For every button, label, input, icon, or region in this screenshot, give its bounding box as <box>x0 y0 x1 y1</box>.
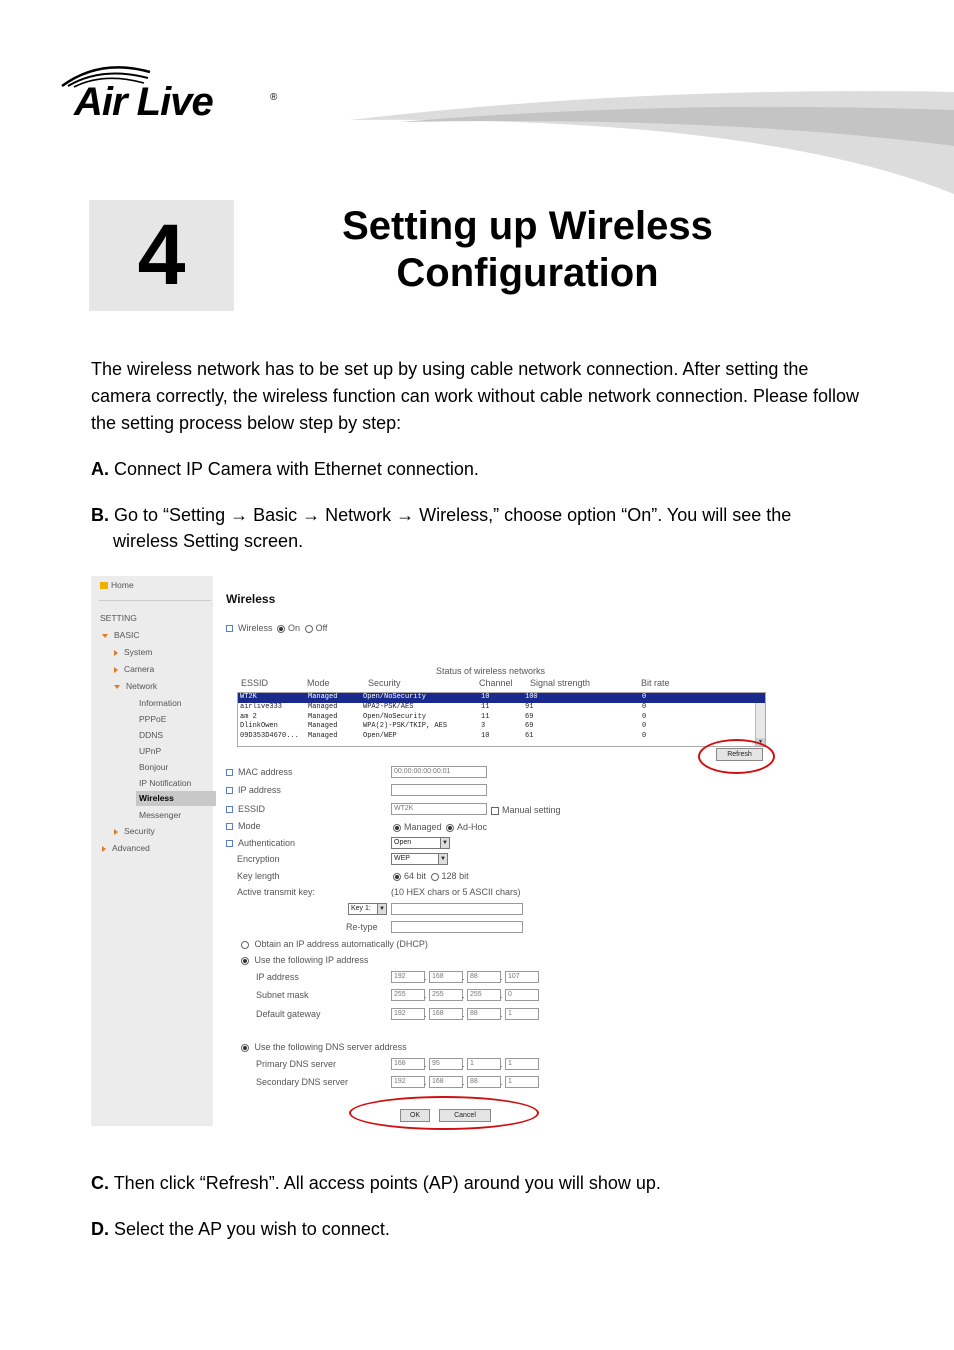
bullet-icon <box>226 823 233 830</box>
chapter-title <box>300 203 755 297</box>
octet-separator: . <box>424 1009 427 1019</box>
network-signal-cell: 100 <box>525 693 538 701</box>
col-signal: Signal strength <box>530 678 591 688</box>
dns1-octet-field[interactable]: 95 <box>429 1058 463 1070</box>
bullet-icon <box>226 806 233 813</box>
bit64-radio[interactable] <box>393 873 401 881</box>
intro-paragraph: The wireless network has to be set up by using cable network connection. After setting the camera correctly, the wireless function can work without cable network connection. Please follow the setting process below step by step: <box>91 359 860 433</box>
bullet-icon <box>226 769 233 776</box>
network-bitrate-cell: 0 <box>642 712 647 721</box>
sidebar-home[interactable]: Home <box>100 580 134 590</box>
network-signal-cell: 69 <box>525 712 534 721</box>
sidebar-ip-notification[interactable]: IP Notification <box>139 778 192 788</box>
step-c <box>91 1170 871 1196</box>
mac-label: MAC address <box>226 767 293 777</box>
gateway-label: Default gateway <box>256 1009 321 1019</box>
status-title: Status of wireless networks <box>436 666 546 676</box>
network-channel-cell: 10 <box>481 732 490 741</box>
ipaddr-octet-field[interactable]: 107 <box>505 971 539 983</box>
network-channel-cell: 10 <box>481 693 490 701</box>
mode-label: Mode <box>226 821 261 831</box>
dhcp-option: Obtain an IP address automatically (DHCP) <box>239 939 428 949</box>
sidebar-network[interactable]: Network <box>114 681 157 691</box>
mode-options: Managed Ad-Hoc <box>391 822 487 832</box>
adhoc-radio[interactable] <box>446 824 454 832</box>
dns1-octet-field[interactable]: 1 <box>505 1058 539 1070</box>
active-key-label: Active transmit key: <box>237 887 316 897</box>
scroll-down-icon[interactable]: ▼ <box>756 738 765 746</box>
chevron-down-icon: ▼ <box>438 854 447 864</box>
network-list[interactable] <box>237 692 766 747</box>
chevron-down-icon <box>114 685 120 689</box>
wireless-off-radio[interactable] <box>305 625 313 633</box>
chevron-right-icon <box>114 667 118 673</box>
step-d-text: Select the AP you wish to connect. <box>114 1219 390 1239</box>
auth-label: Authentication <box>226 838 295 848</box>
network-security-cell: WPA2-PSK/AES <box>363 702 414 711</box>
step-a-letter: A. <box>91 459 109 479</box>
bullet-icon <box>226 625 233 632</box>
col-security: Security <box>368 678 401 688</box>
octet-separator: . <box>424 1059 427 1069</box>
ipaddr-octet-field[interactable]: 192 <box>391 971 425 983</box>
dns1-label: Primary DNS server <box>256 1059 337 1069</box>
header-swoosh-decoration <box>340 86 954 196</box>
octet-separator: . <box>500 1009 503 1019</box>
sidebar-bonjour[interactable]: Bonjour <box>139 762 169 772</box>
network-row[interactable] <box>238 732 765 742</box>
sidebar-security[interactable]: Security <box>114 826 155 836</box>
ipaddr-octet-field[interactable]: 168 <box>429 971 463 983</box>
octet-separator: . <box>500 990 503 1000</box>
network-security-cell: Open/NoSecurity <box>363 693 427 701</box>
home-icon <box>100 582 108 589</box>
sidebar-messenger[interactable]: Messenger <box>139 810 182 820</box>
step-d-letter: D. <box>91 1219 109 1239</box>
hex-hint: (10 HEX chars or 5 ASCII chars) <box>391 887 521 897</box>
panel-title: Wireless <box>226 592 276 606</box>
network-essid-cell: am 2 <box>240 712 257 721</box>
network-signal-cell: 61 <box>525 732 534 741</box>
dns-option: Use the following DNS server address <box>239 1042 407 1052</box>
network-row[interactable] <box>238 722 765 732</box>
logo-registered-mark: ® <box>270 92 278 103</box>
ok-button[interactable]: OK <box>400 1109 430 1122</box>
subnet-octet-field[interactable]: 255 <box>391 989 425 1001</box>
network-essid-cell: WT2K <box>240 693 257 701</box>
network-security-cell: WPA(2)-PSK/TKIP, AES <box>363 722 448 731</box>
sidebar-information[interactable]: Information <box>139 698 182 708</box>
sidebar-basic[interactable]: BASIC <box>102 630 140 640</box>
network-mode-cell: Managed <box>308 722 338 731</box>
network-mode-cell: Managed <box>308 693 338 701</box>
static-ip-radio[interactable] <box>241 957 249 965</box>
network-row[interactable] <box>238 693 765 703</box>
ipaddr-octet-field[interactable]: 88 <box>467 971 501 983</box>
sidebar-pppoe[interactable]: PPPoE <box>139 714 167 724</box>
octet-separator: . <box>424 972 427 982</box>
managed-radio[interactable] <box>393 824 401 832</box>
subnet-octet-field[interactable]: 255 <box>467 989 501 1001</box>
dns2-octet-field[interactable]: 168 <box>429 1076 463 1088</box>
chevron-right-icon <box>114 650 118 656</box>
bit128-radio[interactable] <box>431 873 439 881</box>
network-channel-cell: 11 <box>481 702 490 711</box>
col-bitrate: Bit rate <box>641 678 670 688</box>
dns-radio[interactable] <box>241 1044 249 1052</box>
octet-separator: . <box>424 1077 427 1087</box>
network-essid-cell: airlive333 <box>240 702 283 711</box>
gateway-octet-field[interactable]: 88 <box>467 1008 501 1020</box>
step-b-text-line2: wireless Setting screen. <box>113 531 304 551</box>
static-ip-option: Use the following IP address <box>239 955 368 965</box>
network-mode-cell: Managed <box>308 732 338 741</box>
ip-field[interactable] <box>391 784 487 796</box>
step-d <box>91 1216 871 1242</box>
mac-field[interactable]: 00:00:00:00:00:01 <box>391 766 487 778</box>
key-length-label: Key length <box>237 871 280 881</box>
subnet-octet-field[interactable]: 255 <box>429 989 463 1001</box>
refresh-button[interactable]: Refresh <box>716 748 763 761</box>
dns1-octet-field[interactable]: 1 <box>467 1058 501 1070</box>
octet-separator: . <box>424 990 427 1000</box>
network-security-cell: Open/NoSecurity <box>363 712 427 721</box>
ipaddr-label: IP address <box>256 972 299 982</box>
essid-label: ESSID <box>226 804 265 814</box>
sidebar-advanced[interactable]: Advanced <box>102 843 150 853</box>
wireless-toggle: Wireless On Off <box>226 623 327 633</box>
network-security-cell: Open/WEP <box>363 732 397 741</box>
wireless-on-radio[interactable] <box>277 625 285 633</box>
sidebar-camera[interactable]: Camera <box>114 664 154 674</box>
dns2-label: Secondary DNS server <box>256 1077 349 1087</box>
network-mode-cell: Managed <box>308 702 338 711</box>
octet-separator: . <box>462 990 465 1000</box>
chevron-right-icon <box>102 846 106 852</box>
dns2-octet-field[interactable]: 1 <box>505 1076 539 1088</box>
essid-field[interactable]: WT2K <box>391 803 487 815</box>
col-mode: Mode <box>307 678 330 688</box>
chevron-down-icon <box>102 634 108 638</box>
octet-separator: . <box>500 972 503 982</box>
chapter-number: 4 <box>137 207 186 303</box>
network-channel-cell: 11 <box>481 712 490 721</box>
octet-separator: . <box>462 1077 465 1087</box>
chevron-right-icon <box>114 829 118 835</box>
auth-select[interactable]: Open ▼ <box>391 837 450 849</box>
network-bitrate-cell: 0 <box>642 722 647 731</box>
subnet-label: Subnet mask <box>256 990 309 1000</box>
step-c-text: Then click “Refresh”. All access points (AP) around you will show up. <box>113 1173 661 1193</box>
sidebar-setting-heading: SETTING <box>100 613 137 623</box>
octet-separator: . <box>462 972 465 982</box>
logo-text: Air Live <box>74 80 213 124</box>
sidebar-system[interactable]: System <box>114 647 152 657</box>
col-channel: Channel <box>479 678 513 688</box>
network-bitrate-cell: 0 <box>642 693 647 701</box>
manual-setting-checkbox[interactable] <box>491 807 499 815</box>
subnet-octet-field[interactable]: 0 <box>505 989 539 1001</box>
step-c-letter: C. <box>91 1173 109 1193</box>
octet-separator: . <box>462 1059 465 1069</box>
octet-separator: . <box>462 1009 465 1019</box>
step-b-text-line1: Go to “Setting → Basic → Network → Wireless,” choose option “On”. You will see the <box>114 505 792 525</box>
ok-cancel-annotation-ellipse <box>349 1096 539 1130</box>
network-bitrate-cell: 0 <box>642 732 647 741</box>
retype-field[interactable] <box>391 921 523 933</box>
encryption-select[interactable]: WEP ▼ <box>391 853 448 865</box>
refresh-annotation-ellipse <box>698 739 775 774</box>
dns2-octet-field[interactable]: 88 <box>467 1076 501 1088</box>
encryption-label: Encryption <box>237 854 280 864</box>
col-essid: ESSID <box>241 678 269 688</box>
sidebar-ddns[interactable]: DDNS <box>139 730 164 740</box>
bullet-icon <box>226 840 233 847</box>
key-select[interactable]: Key 1: ▼ <box>348 903 387 915</box>
gateway-octet-field[interactable]: 168 <box>429 1008 463 1020</box>
network-signal-cell: 69 <box>525 722 534 731</box>
chapter-title-line1: Setting up Wireless <box>342 204 713 248</box>
dhcp-radio[interactable] <box>241 941 249 949</box>
step-b <box>91 502 871 554</box>
key-length-options: 64 bit 128 bit <box>391 871 469 881</box>
network-essid-cell: 09D353D4670... <box>240 732 299 741</box>
network-bitrate-cell: 0 <box>642 702 647 711</box>
step-a-text: Connect IP Camera with Ethernet connection. <box>114 459 479 479</box>
sidebar-upnp[interactable]: UPnP <box>139 746 162 756</box>
ip-label: IP address <box>226 785 281 795</box>
step-b-letter: B. <box>91 505 109 525</box>
sidebar-wireless[interactable]: Wireless <box>136 791 216 806</box>
network-essid-cell: DlinkOwen <box>240 722 278 731</box>
chevron-down-icon: ▼ <box>377 904 386 914</box>
network-mode-cell: Managed <box>308 712 338 721</box>
chevron-down-icon: ▼ <box>440 838 449 848</box>
network-row[interactable] <box>238 703 765 713</box>
octet-separator: . <box>500 1077 503 1087</box>
settings-sidebar <box>91 576 213 1126</box>
gateway-octet-field[interactable]: 1 <box>505 1008 539 1020</box>
step-a <box>91 456 871 482</box>
octet-separator: . <box>500 1059 503 1069</box>
bullet-icon <box>226 787 233 794</box>
chapter-title-line2: Configuration <box>396 251 659 295</box>
gateway-octet-field[interactable]: 192 <box>391 1008 425 1020</box>
network-row[interactable] <box>238 713 765 723</box>
network-signal-cell: 91 <box>525 702 534 711</box>
wireless-settings-screenshot <box>91 576 771 1128</box>
retype-label: Re-type <box>346 922 378 932</box>
manual-setting[interactable]: Manual setting <box>491 805 561 815</box>
cancel-button[interactable]: Cancel <box>439 1109 491 1122</box>
dns1-octet-field[interactable]: 168 <box>391 1058 425 1070</box>
network-channel-cell: 3 <box>481 722 486 731</box>
dns2-octet-field[interactable]: 192 <box>391 1076 425 1088</box>
key-field[interactable] <box>391 903 523 915</box>
